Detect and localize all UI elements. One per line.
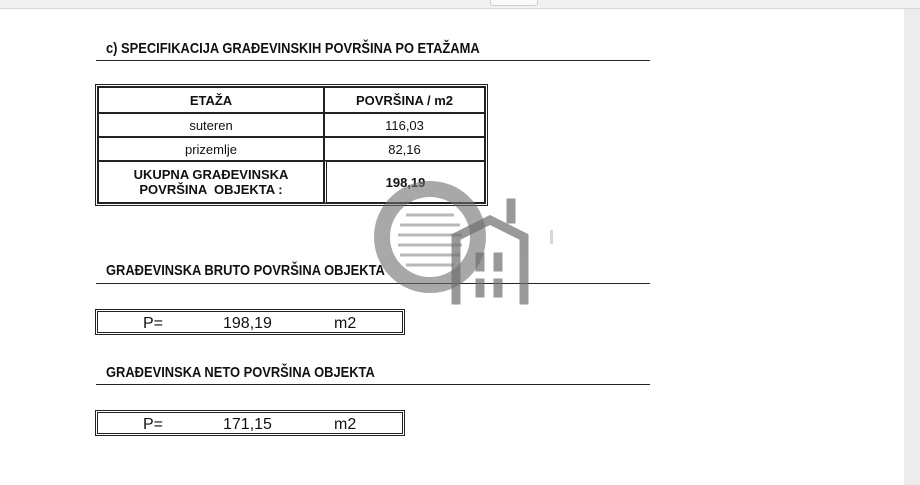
total-label: [98, 161, 324, 203]
total-label-line2: POVRŠINA OBJEKTA :: [139, 182, 283, 197]
total-value: 198,19: [324, 161, 485, 203]
table-header-row: [98, 87, 485, 113]
bruto-label: P=: [143, 315, 164, 332]
table-row: [98, 113, 485, 137]
header-povrsina: POVRŠINA / m2: [324, 87, 485, 113]
neto-title: GRAĐEVINSKA NETO POVRŠINA OBJEKTA: [106, 364, 375, 381]
row-povrsina: 116,03: [324, 113, 485, 137]
header-etaza: ETAŽA: [98, 87, 324, 113]
viewer-tab-handle[interactable]: [490, 0, 538, 6]
bruto-area-box: [95, 309, 405, 335]
neto-rule: [96, 384, 650, 385]
viewer-right-gutter: [904, 9, 920, 485]
row-etaza: suteren: [98, 113, 324, 137]
house-logo-watermark-icon: [370, 175, 560, 305]
section-c-title: c) SPECIFIKACIJA GRAĐEVINSKIH POVRŠINA PO ETAŽAMA: [106, 40, 480, 57]
row-povrsina: 82,16: [324, 137, 485, 161]
neto-unit: m2: [334, 416, 357, 433]
neto-area-box: [95, 410, 405, 436]
bruto-value: 198,19: [223, 315, 272, 332]
bruto-unit: m2: [334, 315, 357, 332]
table-row: [98, 137, 485, 161]
viewer-top-bar: [0, 0, 920, 9]
row-etaza: prizemlje: [98, 137, 324, 161]
bruto-title: GRAĐEVINSKA BRUTO POVRŠINA OBJEKTA: [106, 262, 385, 279]
total-label-line1: UKUPNA GRAĐEVINSKA: [133, 167, 289, 182]
section-c-rule: [96, 60, 650, 61]
neto-value: 171,15: [223, 416, 272, 433]
neto-label: P=: [143, 416, 164, 433]
